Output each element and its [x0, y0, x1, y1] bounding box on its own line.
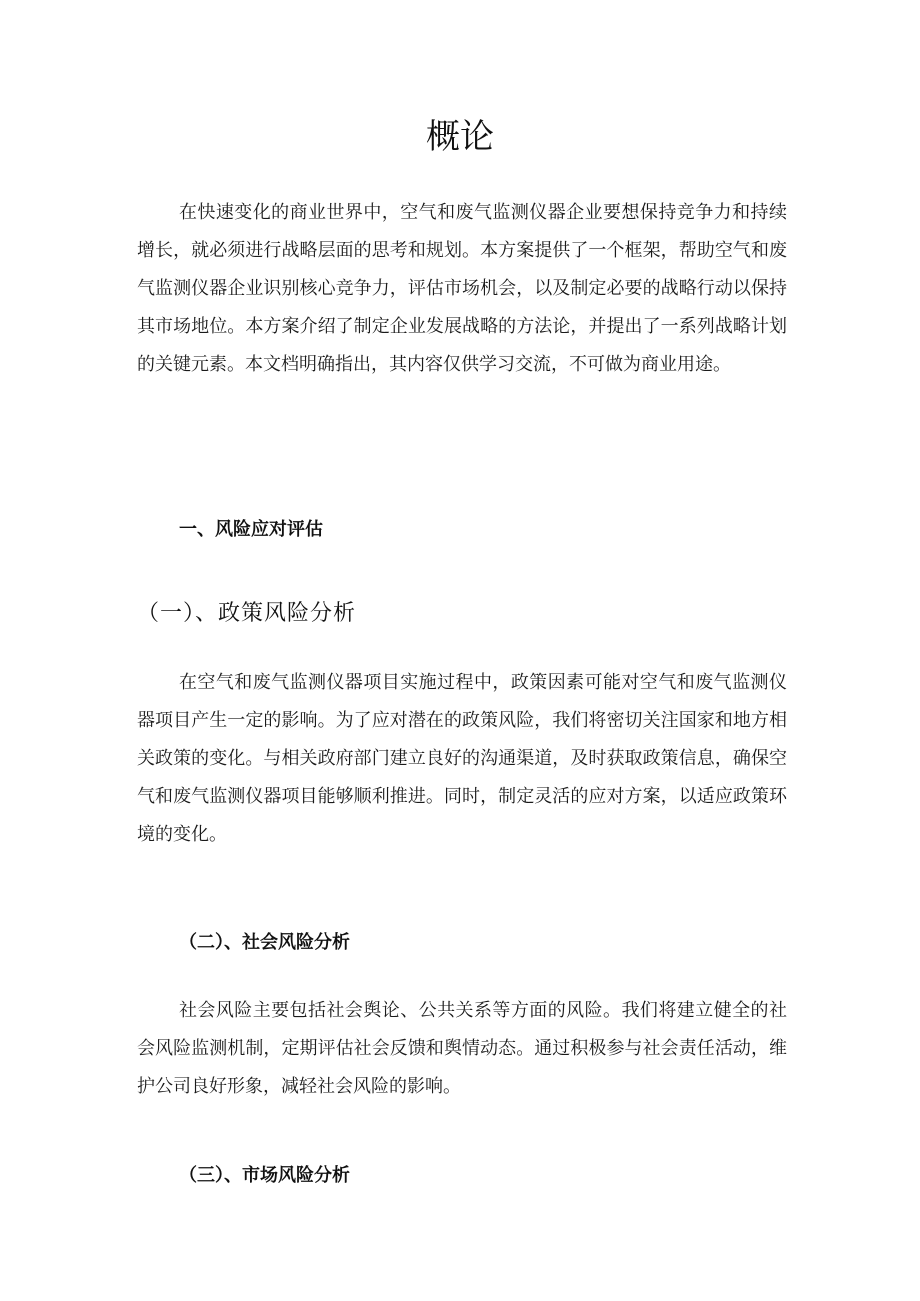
subsection-heading-social-risk: （二）、社会风险分析	[179, 932, 350, 953]
document-title: 概论	[426, 117, 494, 157]
subsection-heading-policy-risk: （一）、政策风险分析	[137, 601, 357, 626]
intro-paragraph: 在快速变化的商业世界中，空气和废气监测仪器企业要想保持竞争力和持续增长，就必须进行战略层面的思考和规划。本方案提供了一个框架，帮助空气和废气监测仪器企业识别核心竞争力，评估市场机会，以及制定必要的战略行动以保持其市场地位。本方案介绍了制定企业发展战略的方法论，并提出了一系列战略计划的关键元素。本文档明确指出，其内容仅供学习交流，不可做为商业用途。	[137, 202, 787, 375]
section-heading-risk-assessment: 一、风险应对评估	[179, 519, 323, 540]
social-risk-paragraph: 社会风险主要包括社会舆论、公共关系等方面的风险。我们将建立健全的社会风险监测机制，定期评估社会反馈和舆情动态。通过积极参与社会责任活动，维护公司良好形象，减轻社会风险的影响。	[137, 1000, 787, 1097]
subsection-heading-market-risk: （三）、市场风险分析	[179, 1165, 350, 1186]
policy-risk-paragraph: 在空气和废气监测仪器项目实施过程中，政策因素可能对空气和废气监测仪器项目产生一定的影响。为了应对潜在的政策风险，我们将密切关注国家和地方相关政策的变化。与相关政府部门建立良好的沟通渠道，及时获取政策信息，确保空气和废气监测仪器项目能够顺利推进。同时，制定灵活的应对方案，以适应政策环境的变化。	[137, 672, 787, 845]
